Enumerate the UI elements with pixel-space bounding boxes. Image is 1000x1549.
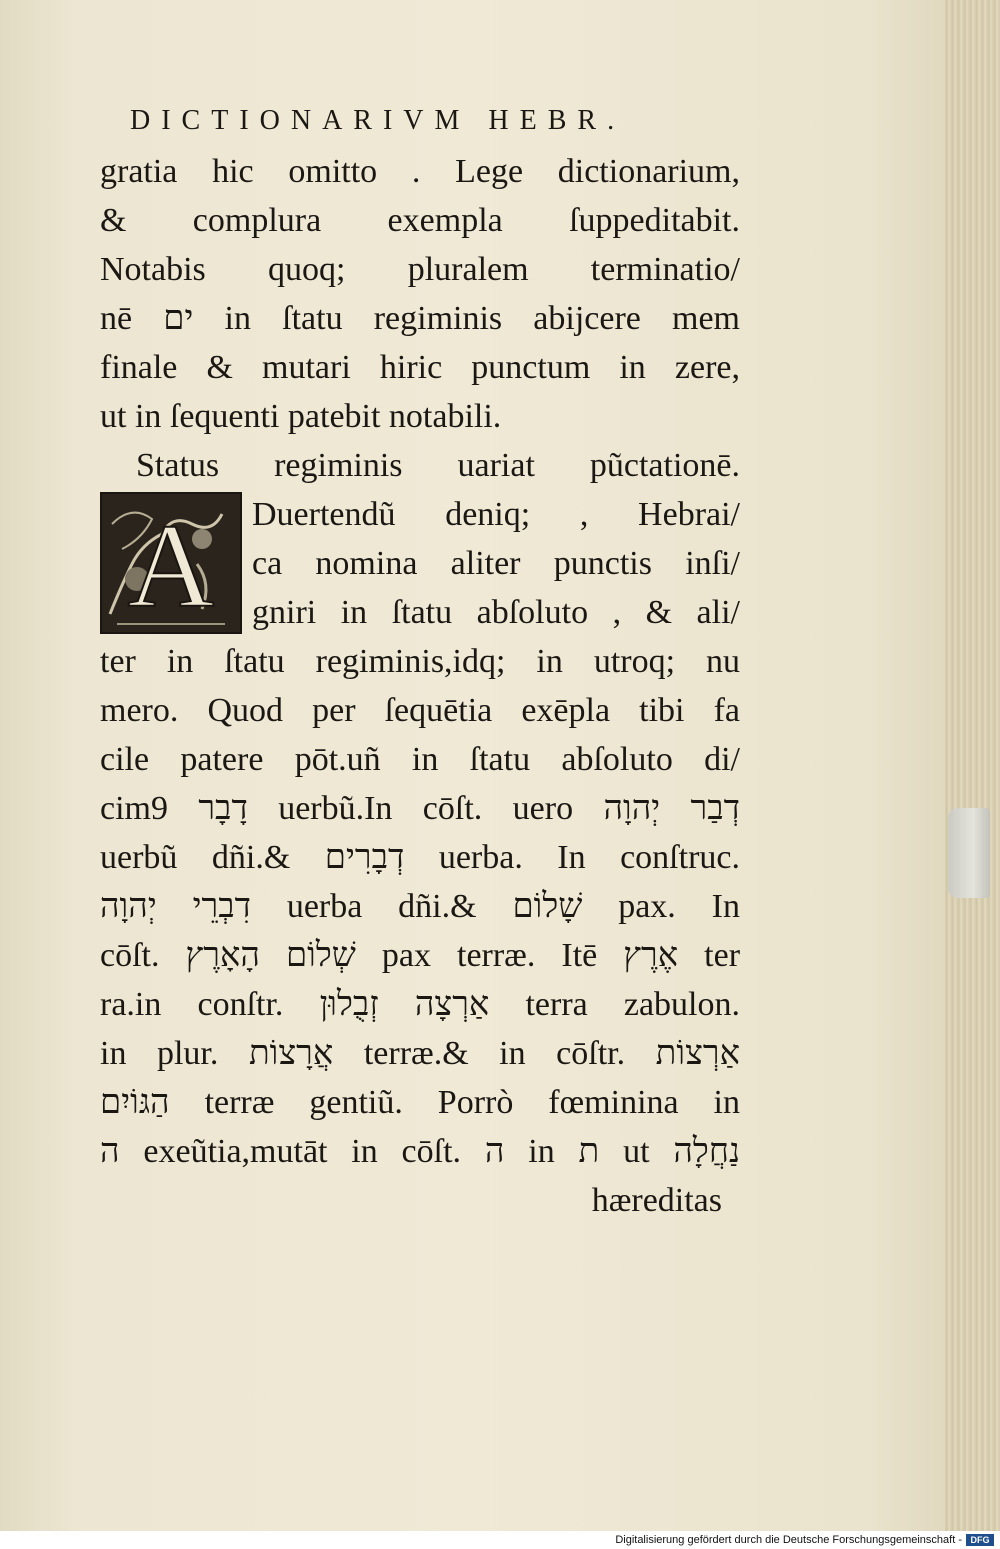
text-line: uerbũ dñi.& דְבָרִים uerba. In conſtruc.	[100, 839, 740, 876]
catchword: hæreditas	[591, 1182, 722, 1219]
text-line: דִבְרֵי יְהוָה uerba dñi.& שָׁלוֹם pax. In	[100, 888, 740, 925]
text-block	[100, 95, 740, 1225]
text-line: cōſt. שְׁלוֹם הָאָרֶץ pax terræ. Itē אֶרֶץ ter	[100, 937, 741, 974]
decorated-initial-icon	[100, 492, 242, 634]
text-line: & complura exempla ſuppeditabit.	[100, 202, 740, 239]
footer-bar	[0, 1531, 1000, 1549]
text-line: הַגּוֹיִם terræ gentiũ. Porrò fœminina in	[100, 1084, 740, 1121]
text-line: ca nomina aliter punctis inſi/	[252, 545, 740, 582]
running-header: DICTIONARIVM HEBR.	[130, 105, 626, 136]
text-line: Duertendũ deniq; , Hebrai/	[252, 496, 740, 533]
text-line: ה exeũtia,mutāt in cōſt. ה in ת ut נַחֲלָה	[100, 1133, 741, 1170]
text-line: gratia hic omitto . Lege dictionarium,	[100, 153, 740, 190]
text-line: mero. Quod per ſequētia exēpla tibi fa	[100, 692, 740, 729]
text-line: nē ים in ſtatu regiminis abijcere mem	[100, 300, 740, 337]
page-edge-stack	[945, 0, 1000, 1531]
svg-text:A: A	[127, 499, 215, 632]
text-line: ut in ſequenti patebit notabili.	[100, 398, 502, 435]
text-line: Notabis quoq; pluralem terminatio/	[100, 251, 740, 288]
dfg-logo-icon: DFG	[966, 1534, 994, 1546]
page-clip	[948, 808, 990, 898]
text-line: ra.in conſtr. אַרְצָה זְבֻלוּן terra zabulon.	[100, 986, 741, 1023]
text-line: cim9 דָבָר uerbũ.In cōſt. uero דְבַר יְהוָה	[100, 790, 740, 827]
funding-credit: Digitalisierung gefördert durch die Deutsche Forschungsgemeinschaft -	[615, 1534, 962, 1546]
dropcap-paragraph	[100, 490, 740, 637]
section-heading: Status regiminis uariat pũctationē.	[136, 447, 740, 484]
text-line: gniri in ſtatu abſoluto , & ali/	[252, 594, 740, 631]
text-line: cile patere pōt.uñ in ſtatu abſoluto di/	[100, 741, 740, 778]
text-line: finale & mutari hiric punctum in zere,	[100, 349, 740, 386]
text-line: in plur. אֲרָצוֹת terræ.& in cōſtr. אַרְצוֹת	[100, 1035, 741, 1072]
text-line: ter in ſtatu regiminis,idq; in utroq; nu	[100, 643, 740, 680]
